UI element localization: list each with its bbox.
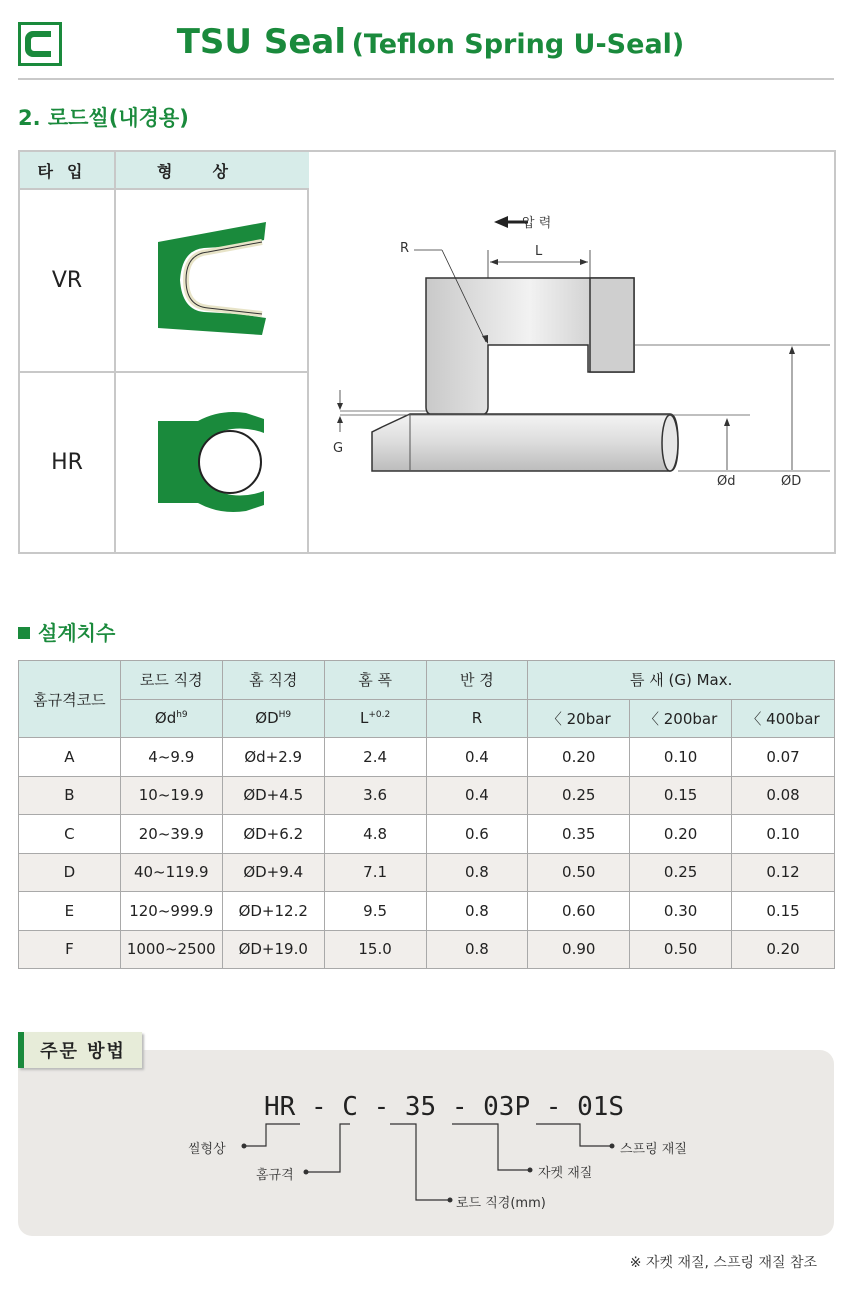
table-cell: 1000~2500 xyxy=(120,930,222,969)
vr-seal-shape-icon xyxy=(116,190,309,371)
table-cell: ØD+4.5 xyxy=(222,776,324,815)
header-p20: 〈 20bar xyxy=(528,699,630,738)
table-cell: 40~119.9 xyxy=(120,853,222,892)
type-label-vr: VR xyxy=(20,190,116,371)
label-groove-code: 홈규격 xyxy=(256,1168,294,1183)
label-rod-dia: 로드 직경(mm) xyxy=(456,1196,546,1211)
table-cell: 3.6 xyxy=(324,776,426,815)
table-row xyxy=(19,815,835,854)
table-cell: 0.07 xyxy=(732,738,835,777)
hr-seal-shape-icon xyxy=(116,373,309,552)
table-cell: 0.8 xyxy=(426,892,528,931)
label-seal-type: 씰형상 xyxy=(188,1142,226,1157)
table-cell: ØD+12.2 xyxy=(222,892,324,931)
table-cell: 15.0 xyxy=(324,930,426,969)
table-cell: ØD+6.2 xyxy=(222,815,324,854)
table-cell: 0.4 xyxy=(426,776,528,815)
D-label: ØD xyxy=(781,474,802,489)
g-label: G xyxy=(333,441,344,456)
table-cell: 0.10 xyxy=(630,738,732,777)
table-row xyxy=(19,776,835,815)
header-rod-dia: 로드 직경 xyxy=(120,661,222,700)
table-row xyxy=(19,930,835,969)
r-label: R xyxy=(400,241,410,256)
table-cell: 0.20 xyxy=(732,930,835,969)
dimensions-heading-text: 설계치수 xyxy=(38,621,116,645)
table-cell: 0.50 xyxy=(630,930,732,969)
table-cell: B xyxy=(19,776,121,815)
table-cell: 0.12 xyxy=(732,853,835,892)
table-cell: 0.8 xyxy=(426,930,528,969)
table-cell: 0.8 xyxy=(426,853,528,892)
col-shape-header: 형상 xyxy=(116,152,309,190)
shape-row-vr xyxy=(20,190,309,373)
table-cell: 0.35 xyxy=(528,815,630,854)
header-radius-sym: R xyxy=(426,699,528,738)
title-sub: (Teflon Spring U-Seal) xyxy=(351,29,685,60)
header-groove-width-sym: $L^{+0.2}$ xyxy=(324,699,426,738)
shape-table xyxy=(20,152,309,552)
table-cell: 0.25 xyxy=(630,853,732,892)
order-method-tab: 주문 방법 xyxy=(18,1032,142,1068)
label-spring: 스프링 재질 xyxy=(620,1142,687,1157)
table-cell: 0.20 xyxy=(528,738,630,777)
table-cell: 0.6 xyxy=(426,815,528,854)
d-label: Ød xyxy=(717,474,736,489)
table-cell: 10~19.9 xyxy=(120,776,222,815)
square-bullet-icon xyxy=(18,627,30,639)
table-row xyxy=(19,892,835,931)
table-cell: C xyxy=(19,815,121,854)
order-code: HR - C - 35 - 03P - 01S xyxy=(264,1092,625,1122)
table-cell: 2.4 xyxy=(324,738,426,777)
dimensions-heading xyxy=(18,617,115,646)
header-groove-code: 홈규격코드 xyxy=(19,661,121,738)
label-jacket: 자켓 재질 xyxy=(538,1166,593,1181)
header-groove-dia-sym: $ØD^{H9}$ xyxy=(222,699,324,738)
table-cell: 0.20 xyxy=(630,815,732,854)
footnote: ※ 자켓 재질, 스프링 재질 참조 xyxy=(629,1255,817,1271)
header-radius: 반 경 xyxy=(426,661,528,700)
header-p400: 〈 400bar xyxy=(732,699,835,738)
table-cell: E xyxy=(19,892,121,931)
table-cell: 20~39.9 xyxy=(120,815,222,854)
title-main: TSU Seal xyxy=(176,22,347,62)
header-p200: 〈 200bar xyxy=(630,699,732,738)
header-gap: 틈 새 (G) Max. xyxy=(528,661,835,700)
header-groove-dia: 홈 직경 xyxy=(222,661,324,700)
table-cell: 120~999.9 xyxy=(120,892,222,931)
table-cell: 7.1 xyxy=(324,853,426,892)
groove-diagram xyxy=(310,152,836,552)
dimensions-table xyxy=(18,660,835,969)
table-cell: 0.08 xyxy=(732,776,835,815)
table-cell: 0.15 xyxy=(732,892,835,931)
table-cell: 0.60 xyxy=(528,892,630,931)
table-cell: 0.4 xyxy=(426,738,528,777)
table-cell: Ød+2.9 xyxy=(222,738,324,777)
table-row xyxy=(19,738,835,777)
type-label-hr: HR xyxy=(20,373,116,552)
pressure-label: 압 력 xyxy=(522,216,552,231)
table-cell: 4~9.9 xyxy=(120,738,222,777)
table-cell: ØD+9.4 xyxy=(222,853,324,892)
table-cell: 0.25 xyxy=(528,776,630,815)
shape-row-hr xyxy=(20,373,309,552)
table-cell: 4.8 xyxy=(324,815,426,854)
col-type-header: 타입 xyxy=(20,152,116,190)
page-title xyxy=(0,22,861,62)
table-cell: 0.10 xyxy=(732,815,835,854)
table-cell: A xyxy=(19,738,121,777)
table-row xyxy=(19,853,835,892)
table-cell: 0.50 xyxy=(528,853,630,892)
table-cell: 0.15 xyxy=(630,776,732,815)
table-cell: 9.5 xyxy=(324,892,426,931)
table-cell: F xyxy=(19,930,121,969)
header-rod-dia-sym: $Ød^{h9}$ xyxy=(120,699,222,738)
table-cell: 0.90 xyxy=(528,930,630,969)
order-method-panel xyxy=(18,1050,834,1236)
shape-panel xyxy=(18,150,836,554)
l-label: L xyxy=(535,244,543,259)
header-groove-width: 홈 폭 xyxy=(324,661,426,700)
title-divider xyxy=(18,78,834,80)
table-cell: ØD+19.0 xyxy=(222,930,324,969)
table-cell: 0.30 xyxy=(630,892,732,931)
table-cell: D xyxy=(19,853,121,892)
section-heading: 2. 로드씰(내경용) xyxy=(18,106,189,130)
